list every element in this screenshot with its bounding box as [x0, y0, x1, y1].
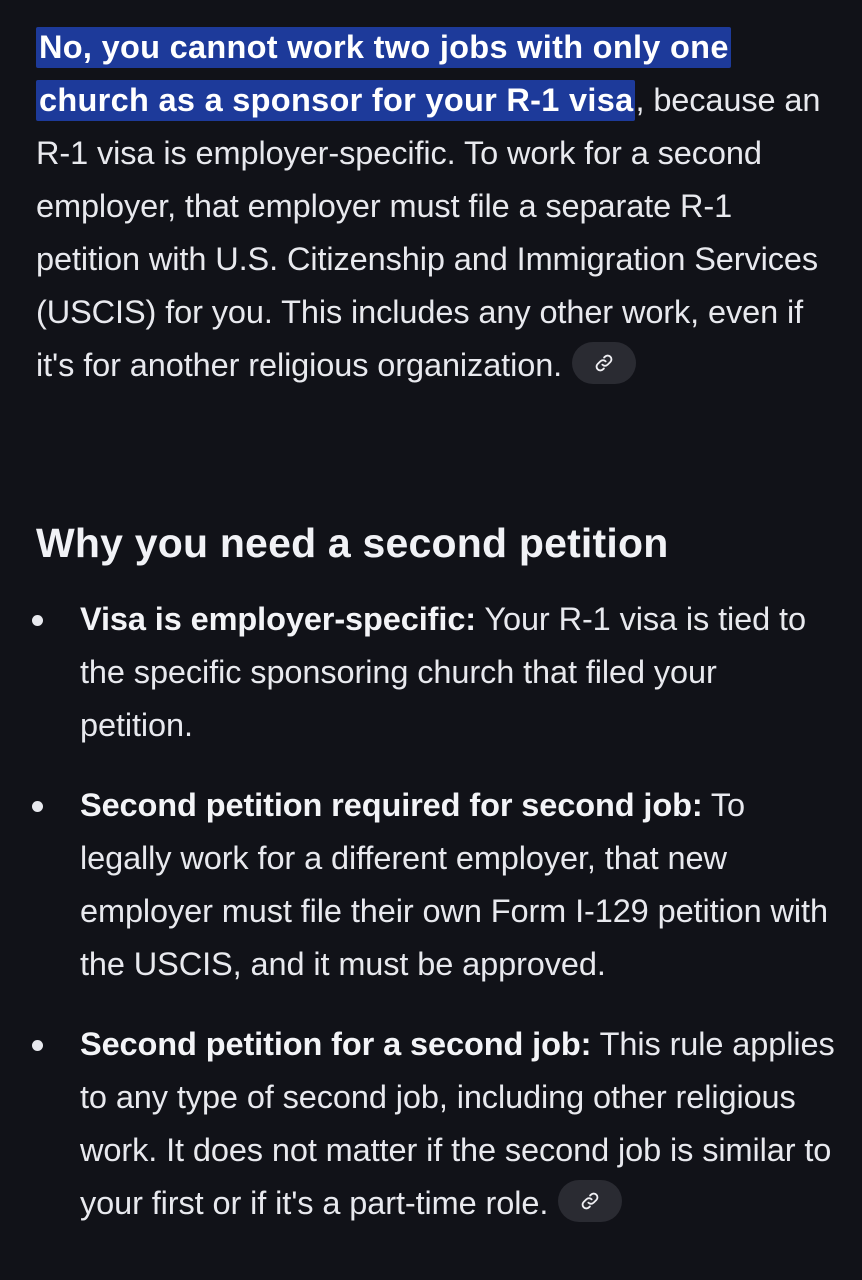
- answer-content: [36, 21, 836, 1221]
- answer-text: , because an R-1 visa is employer-specific. To work for a second employer, that employer must file a separate R-1 petition with U.S. Citizenship and Immigration Services (USCIS) for you. This includes any other work, even if it's for another religious organization.: [36, 82, 821, 383]
- reasons-list: [36, 593, 836, 1257]
- bullet-icon: [32, 1040, 43, 1051]
- highlighted-answer[interactable]: No, you cannot work two jobs with only one church as a sponsor for your R-1 visa: [36, 27, 731, 121]
- list-item-title: Visa is employer-specific:: [80, 601, 477, 637]
- list-item: [36, 1018, 836, 1230]
- bullet-icon: [32, 801, 43, 812]
- list-item-title: Second petition for a second job:: [80, 1026, 592, 1062]
- list-item-title: Second petition required for second job:: [80, 787, 703, 823]
- bullet-icon: [32, 615, 43, 626]
- list-item: [36, 779, 836, 991]
- link-icon: [580, 1191, 600, 1211]
- source-link-button[interactable]: [558, 1180, 622, 1222]
- list-item-text: To legally work for a different employer, that new employer must file their own Form I-129 petition with the USCIS, and it must be approved.: [80, 787, 828, 982]
- link-icon: [594, 353, 614, 373]
- source-link-button[interactable]: [572, 342, 636, 384]
- section-heading: Why you need a second petition: [36, 520, 669, 566]
- list-item-text: This rule applies to any type of second job, including other religious work. It does not matter if the second job is similar to your first or if it's a part-time role.: [80, 1026, 835, 1221]
- list-item: [36, 593, 836, 752]
- list-item-text: Your R-1 visa is tied to the specific sponsoring church that filed your petition.: [80, 601, 806, 743]
- answer-paragraph: [36, 21, 836, 392]
